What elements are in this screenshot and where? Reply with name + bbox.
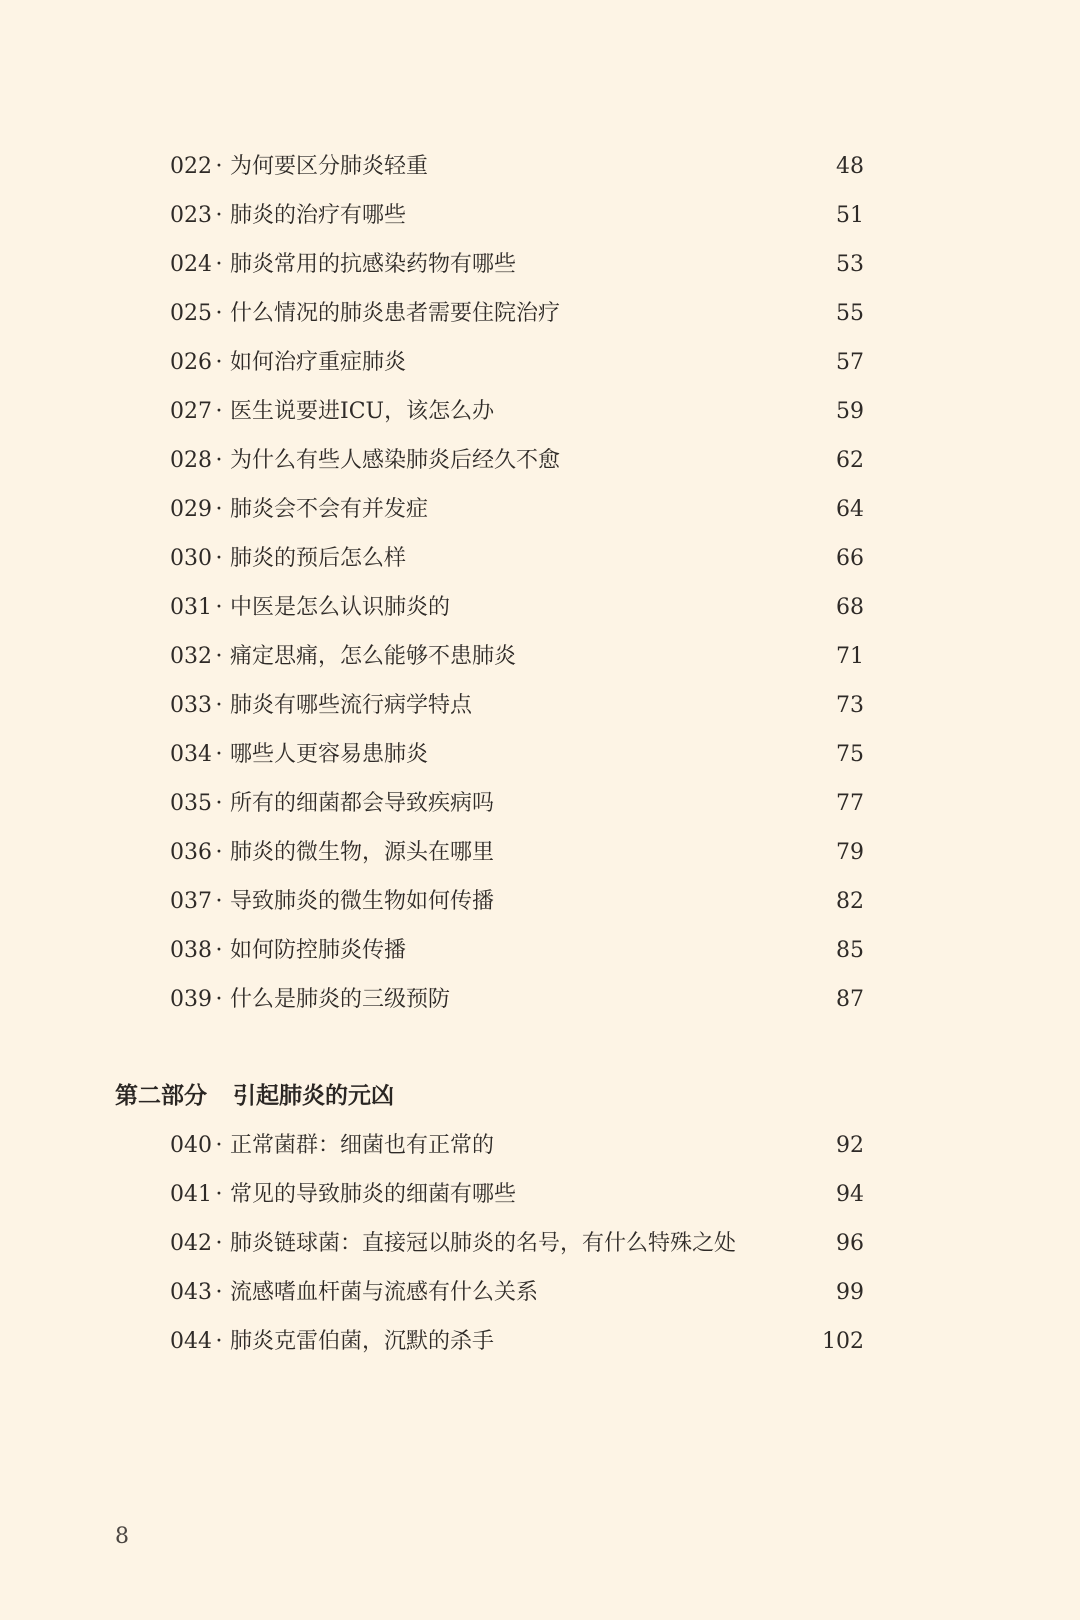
separator-dot: ·	[215, 1280, 223, 1305]
toc-entry[interactable]	[0, 730, 1080, 779]
toc-entry[interactable]	[0, 485, 1080, 534]
entry-title: 什么情况的肺炎患者需要住院治疗	[230, 301, 561, 326]
separator-dot: ·	[215, 1182, 223, 1207]
separator-dot: ·	[215, 742, 223, 767]
entry-page-number: 66	[836, 546, 864, 571]
entry-number: 044	[170, 1329, 212, 1354]
entry-title: 哪些人更容易患肺炎	[230, 742, 429, 767]
separator-dot: ·	[215, 889, 223, 914]
entry-number: 035	[170, 791, 212, 816]
entry-page-number: 68	[836, 595, 864, 620]
entry-number: 024	[170, 252, 212, 277]
toc-entry[interactable]	[0, 240, 1080, 289]
toc-entry[interactable]	[0, 1121, 1080, 1170]
entry-page-number: 55	[836, 301, 864, 326]
toc-entry[interactable]	[0, 387, 1080, 436]
page-number: 8	[115, 1524, 129, 1549]
entry-title: 肺炎会不会有并发症	[230, 497, 429, 522]
toc-entry[interactable]	[0, 191, 1080, 240]
entry-number: 043	[170, 1280, 212, 1305]
entry-page-number: 94	[836, 1182, 864, 1207]
separator-dot: ·	[215, 1133, 223, 1158]
entry-number: 038	[170, 938, 212, 963]
entry-page-number: 92	[836, 1133, 864, 1158]
entry-page-number: 77	[836, 791, 864, 816]
entry-number: 027	[170, 399, 212, 424]
entry-page-number: 51	[836, 203, 864, 228]
entry-title: 如何防控肺炎传播	[230, 938, 407, 963]
entry-number: 040	[170, 1133, 212, 1158]
entry-title: 肺炎常用的抗感染药物有哪些	[230, 252, 517, 277]
toc-entry[interactable]	[0, 338, 1080, 387]
entry-number: 031	[170, 595, 212, 620]
toc-entry[interactable]	[0, 534, 1080, 583]
toc-entry[interactable]	[0, 1268, 1080, 1317]
toc-entry[interactable]	[0, 142, 1080, 191]
entry-page-number: 96	[836, 1231, 864, 1256]
entry-number: 036	[170, 840, 212, 865]
section-heading[interactable]	[115, 1072, 394, 1121]
entry-number: 034	[170, 742, 212, 767]
entry-title: 所有的细菌都会导致疾病吗	[230, 791, 495, 816]
separator-dot: ·	[215, 840, 223, 865]
entry-number: 029	[170, 497, 212, 522]
entry-title: 为何要区分肺炎轻重	[230, 154, 429, 179]
entry-number: 039	[170, 987, 212, 1012]
entry-title: 肺炎的治疗有哪些	[230, 203, 407, 228]
toc-entry[interactable]	[0, 632, 1080, 681]
entry-number: 042	[170, 1231, 212, 1256]
separator-dot: ·	[215, 595, 223, 620]
entry-page-number: 82	[836, 889, 864, 914]
entry-title: 中医是怎么认识肺炎的	[230, 595, 451, 620]
entry-title: 肺炎克雷伯菌，沉默的杀手	[230, 1329, 495, 1354]
separator-dot: ·	[215, 693, 223, 718]
separator-dot: ·	[215, 938, 223, 963]
section-title: 引起肺炎的元凶	[233, 1083, 394, 1109]
entry-page-number: 85	[836, 938, 864, 963]
separator-dot: ·	[215, 350, 223, 375]
toc-entry[interactable]	[0, 779, 1080, 828]
toc-entry[interactable]	[0, 681, 1080, 730]
toc-entry[interactable]	[0, 1317, 1080, 1366]
separator-dot: ·	[215, 252, 223, 277]
entry-page-number: 102	[822, 1329, 864, 1354]
entry-title: 痛定思痛，怎么能够不患肺炎	[230, 644, 517, 669]
entry-page-number: 53	[836, 252, 864, 277]
entry-number: 023	[170, 203, 212, 228]
entry-page-number: 71	[836, 644, 864, 669]
entry-title: 如何治疗重症肺炎	[230, 350, 407, 375]
entry-number: 037	[170, 889, 212, 914]
entry-title: 肺炎有哪些流行病学特点	[230, 693, 473, 718]
toc-list-part2	[0, 1121, 1080, 1366]
toc-entry[interactable]	[0, 877, 1080, 926]
toc-list-part1	[0, 142, 1080, 1024]
entry-number: 032	[170, 644, 212, 669]
separator-dot: ·	[215, 301, 223, 326]
entry-page-number: 75	[836, 742, 864, 767]
toc-entry[interactable]	[0, 828, 1080, 877]
entry-number: 033	[170, 693, 212, 718]
entry-page-number: 57	[836, 350, 864, 375]
entry-title: 流感嗜血杆菌与流感有什么关系	[230, 1280, 539, 1305]
separator-dot: ·	[215, 497, 223, 522]
entry-page-number: 64	[836, 497, 864, 522]
entry-page-number: 87	[836, 987, 864, 1012]
separator-dot: ·	[215, 644, 223, 669]
entry-page-number: 62	[836, 448, 864, 473]
entry-number: 022	[170, 154, 212, 179]
entry-title: 常见的导致肺炎的细菌有哪些	[230, 1182, 517, 1207]
separator-dot: ·	[215, 154, 223, 179]
separator-dot: ·	[215, 203, 223, 228]
entry-title: 什么是肺炎的三级预防	[230, 987, 451, 1012]
entry-number: 026	[170, 350, 212, 375]
entry-page-number: 79	[836, 840, 864, 865]
toc-entry[interactable]	[0, 289, 1080, 338]
entry-number: 028	[170, 448, 212, 473]
separator-dot: ·	[215, 448, 223, 473]
entry-title: 为什么有些人感染肺炎后经久不愈	[230, 448, 561, 473]
entry-number: 025	[170, 301, 212, 326]
separator-dot: ·	[215, 987, 223, 1012]
separator-dot: ·	[215, 399, 223, 424]
entry-page-number: 59	[836, 399, 864, 424]
separator-dot: ·	[215, 546, 223, 571]
toc-entry[interactable]	[0, 975, 1080, 1024]
entry-title: 肺炎的预后怎么样	[230, 546, 407, 571]
entry-page-number: 73	[836, 693, 864, 718]
entry-title: 导致肺炎的微生物如何传播	[230, 889, 495, 914]
entry-number: 041	[170, 1182, 212, 1207]
entry-title: 医生说要进ICU，该怎么办	[230, 399, 495, 424]
section-label: 第二部分	[115, 1083, 207, 1109]
entry-number: 030	[170, 546, 212, 571]
separator-dot: ·	[215, 791, 223, 816]
entry-title: 正常菌群：细菌也有正常的	[230, 1133, 495, 1158]
entry-title: 肺炎的微生物，源头在哪里	[230, 840, 495, 865]
toc-entry[interactable]	[0, 1219, 1080, 1268]
toc-entry[interactable]	[0, 436, 1080, 485]
toc-entry[interactable]	[0, 1170, 1080, 1219]
entry-page-number: 99	[836, 1280, 864, 1305]
entry-title: 肺炎链球菌：直接冠以肺炎的名号，有什么特殊之处	[230, 1231, 737, 1256]
toc-entry[interactable]	[0, 926, 1080, 975]
entry-page-number: 48	[836, 154, 864, 179]
toc-entry[interactable]	[0, 583, 1080, 632]
separator-dot: ·	[215, 1231, 223, 1256]
separator-dot: ·	[215, 1329, 223, 1354]
